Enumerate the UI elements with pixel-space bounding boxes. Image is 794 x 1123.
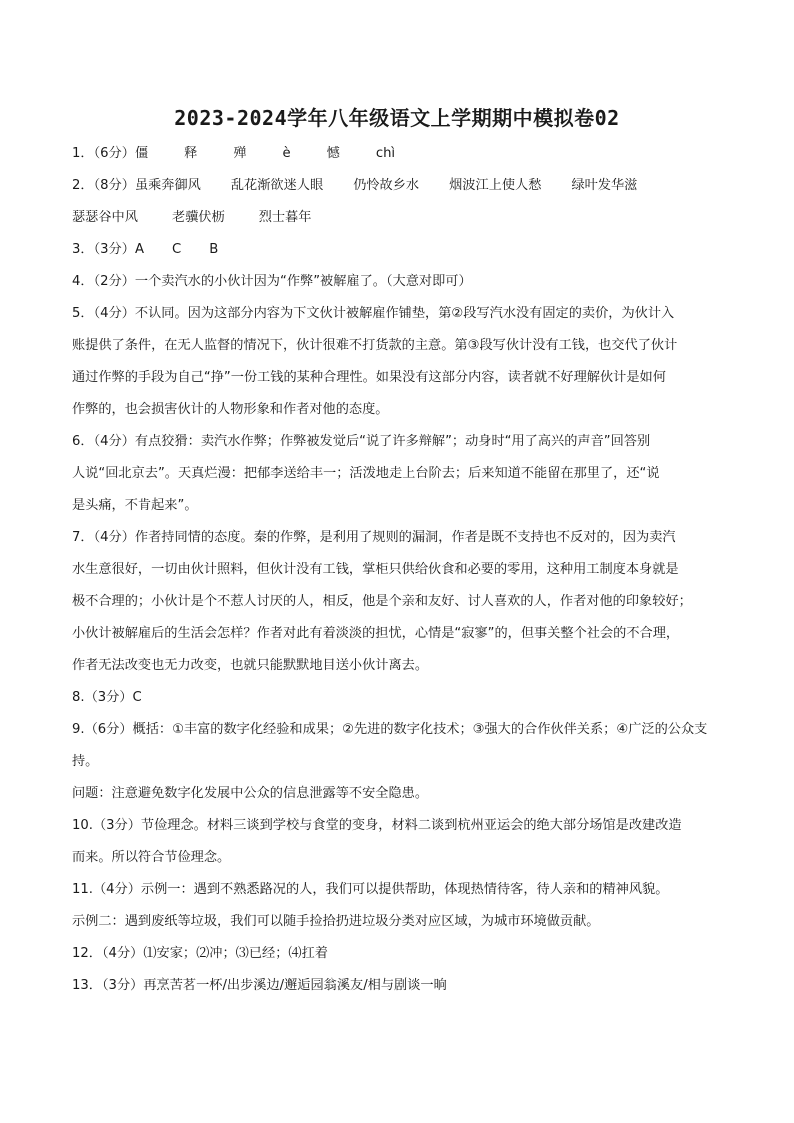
answer-2-prefix: 2．（8分） [72,178,135,193]
answer-10-line: 10.（3分）节俭理念。材料三谈到学校与食堂的变身，材料二谈到杭州亚运会的绝大部分场馆是改建改造 [72,818,682,833]
page-title: 2023-2024学年八年级语文上学期期中模拟卷02 [174,106,620,130]
answer-2-item: 虽乘奔御风 [134,178,201,193]
answer-1-item: 僵 [134,146,149,161]
answer-item-3 [72,238,724,261]
answer-6-line: 人说“回北京去”。天真烂漫：把郁李送给丰一；活泼地走上台阶去；后来知道不能留在那里了，还“说 [72,466,660,481]
answer-5-line: 作弊的，也会损害伙计的人物形象和作者对他的态度。 [72,402,389,417]
answer-1-prefix: 1．（6分） [72,146,135,161]
answer-11-example-1: 11.（4分）示例一：遇到不熟悉路况的人，我们可以提供帮助，体现热情待客，待人亲和的精神风貌。 [72,882,669,897]
answer-item-4: 4．（2分）一个卖汽水的小伙计因为“作弊”被解雇了。（大意对即可） [72,274,472,289]
answer-item-10 [72,814,724,869]
answer-1-item: 释 [184,146,198,161]
answer-3-item: B [209,242,219,257]
answer-1-item: è [282,146,291,161]
answer-11-example-2: 示例二：遇到废纸等垃圾，我们可以随手捡拾扔进垃圾分类对应区域，为城市环境做贡献。 [72,914,600,929]
answer-7-line: 小伙计被解雇后的生活会怎样？作者对此有着淡淡的担忧，心情是“寂寥”的，但事关整个社会的不合理， [72,626,680,641]
answer-6-line: 6．（4分）有点狡猾：卖汽水作弊；作弊被发觉后“说了许多辩解”；动身时“用了高兴的声音”回答别 [72,434,651,449]
answer-7-line: 极不合理的；小伙计是个不惹人讨厌的人，相反，他是个亲和友好、讨人喜欢的人，作者对他的印象较好； [72,594,692,609]
answer-6-line: 是头痛，不肯起来”。 [72,498,198,513]
answer-3-item: A [134,242,144,257]
answer-5-line: 账提供了条件，在无人监督的情况下，伙计很难不打货款的主意。第③段写伙计没有工钱，也交代了伙计 [72,338,678,353]
answer-item-11 [72,878,724,933]
answer-2-item: 瑟瑟谷中风 [72,210,138,225]
answer-item-12: 12．（4分）⑴安家；⑵冲；⑶已经；⑷扛着 [72,946,328,961]
answer-5-line: 通过作弊的手段为自己“挣”一份工钱的某种合理性。如果没有这部分内容，读者就不好理解伙计是如何 [72,370,666,385]
answer-9-line: 9.（6分）概括：①丰富的数字化经验和成果；②先进的数字化技术；③强大的合作伙伴关系；④广泛的公众支 [72,722,708,737]
answer-item-7 [72,526,724,677]
answer-9-line: 持。 [72,754,99,769]
answer-2-item: 乱花渐欲迷人眼 [230,178,324,193]
answer-3-item: C [171,242,182,257]
answer-item-5 [72,302,724,421]
answer-item-13: 13．（3分）再烹苦茗一杯/出步溪边/邂逅园翁溪友/相与剧谈一晌 [72,978,447,993]
answer-item-2 [72,174,724,229]
answer-item-8: 8.（3分）C [72,690,142,705]
answer-1-item: chì [375,146,396,161]
answer-item-1 [72,142,724,165]
answer-1-item: 憾 [326,146,340,161]
answer-2-item: 烟波江上使人愁 [449,178,542,193]
answer-10-line: 而来。所以符合节俭理念。 [72,850,231,865]
answer-2-item: 老骥伏枥 [171,210,225,225]
answer-1-item: 殚 [233,146,247,161]
answer-list [72,142,724,1006]
answer-9-question: 问题：注意避免数字化发展中公众的信息泄露等不安全隐患。 [72,786,429,801]
answer-item-6 [72,430,724,517]
answer-2-item: 绿叶发华滋 [571,178,638,193]
answer-7-line: 7．（4分）作者持同情的态度。秦的作弊，是利用了规则的漏洞，作者是既不支持也不反对的，因为卖汽 [72,530,676,545]
answer-5-line: 5．（4分）不认同。因为这部分内容为下文伙计被解雇作铺垫，第②段写汽水没有固定的卖价，为伙计入 [72,306,675,321]
answer-item-9 [72,718,724,805]
answer-2-item: 烈士暮年 [258,210,312,225]
answer-3-prefix: 3．（3分） [72,242,135,257]
answer-7-line: 水生意很好，一切由伙计照料，但伙计没有工钱，掌柜只供给伙食和必要的零用，这种用工制度本身就是 [72,562,679,577]
answer-7-line: 作者无法改变也无力改变，也就只能默默地目送小伙计离去。 [72,658,429,673]
answer-2-item: 仍怜故乡水 [353,178,420,193]
